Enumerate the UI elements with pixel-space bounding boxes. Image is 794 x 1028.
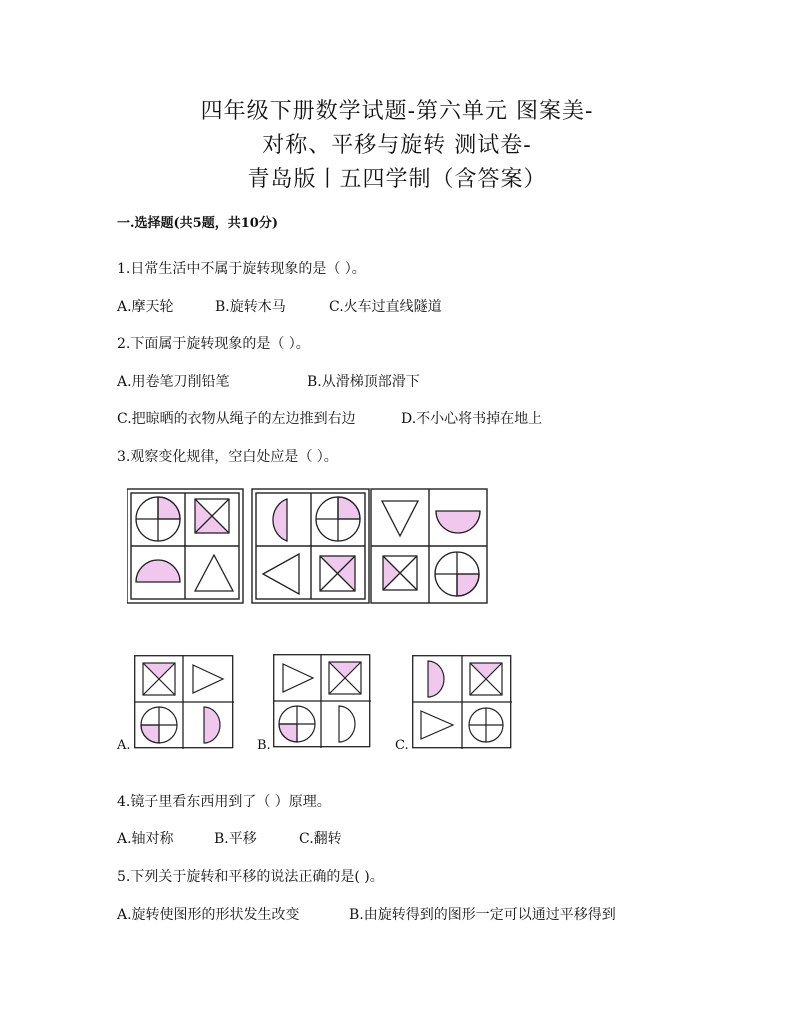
q5-option-b[interactable]: B.由旋转得到的图形一定可以通过平移得到 — [349, 907, 616, 923]
circle-cross-shape — [435, 552, 479, 596]
page-title-line-1: 四年级下册数学试题-第六单元 图案美- — [200, 99, 594, 124]
q1-option-b[interactable]: B.旋转木马 — [215, 299, 286, 315]
section-heading: 一.选择题(共5题，共10分) — [117, 216, 278, 231]
circle-cross-shape — [316, 497, 360, 541]
circle-cross-shape — [279, 706, 315, 742]
pattern-figure — [127, 486, 489, 606]
q1-option-a[interactable]: A.摩天轮 — [117, 299, 174, 315]
half-disc-shape — [436, 511, 480, 533]
question-5-options — [117, 904, 616, 924]
q2-option-b[interactable]: B.从滑梯顶部滑下 — [307, 374, 420, 390]
half-disc-shape — [428, 661, 444, 697]
q4-option-b[interactable]: B.平移 — [214, 831, 257, 847]
x-box-shape — [195, 499, 229, 533]
triangle-shape — [195, 555, 233, 591]
half-disc-shape — [339, 706, 355, 742]
q3-option-b-label[interactable]: B. — [257, 738, 271, 753]
q4-option-a[interactable]: A.轴对称 — [117, 831, 174, 847]
half-disc-shape — [273, 499, 287, 541]
triangle-shape — [382, 501, 418, 536]
triangle-shape — [193, 665, 223, 693]
page-title-line-3: 青岛版丨五四学制（含答案） — [247, 167, 547, 192]
question-4-options — [117, 828, 342, 848]
x-box-shape — [383, 556, 417, 590]
q2-option-c[interactable]: C.把晾晒的衣物从绳子的左边推到右边 — [117, 411, 356, 427]
circle-cross-shape — [141, 707, 177, 743]
q3-option-a-label[interactable]: A. — [117, 738, 131, 753]
q2-option-d[interactable]: D.不小心将书掉在地上 — [401, 411, 543, 427]
question-1-options — [117, 296, 442, 316]
q3-option-c-figure[interactable] — [412, 655, 512, 749]
triangle-shape — [421, 711, 453, 739]
q5-option-a[interactable]: A.旋转使图形的形状发生改变 — [117, 907, 300, 923]
question-4-stem: 4.镜子里看东西用到了（ ）原理。 — [117, 794, 331, 810]
q1-option-c[interactable]: C.火车过直线隧道 — [329, 299, 442, 315]
question-1-stem: 1.日常生活中不属于旋转现象的是（ ）。 — [117, 261, 366, 277]
triangle-shape — [263, 554, 299, 594]
half-disc-shape — [136, 560, 180, 582]
q3-option-c-label[interactable]: C. — [395, 738, 409, 753]
page-title-line-2: 对称、平移与旋转 测试卷- — [262, 133, 532, 158]
question-2-options-row1 — [117, 371, 420, 391]
x-box-shape — [470, 663, 502, 695]
question-5-stem: 5.下列关于旋转和平移的说法正确的是( )。 — [117, 869, 384, 885]
q3-option-a-figure[interactable] — [134, 655, 234, 749]
circle-cross-shape — [469, 708, 503, 742]
question-2-stem: 2.下面属于旋转现象的是（ ）。 — [117, 336, 310, 352]
triangle-shape — [283, 664, 313, 692]
x-box-shape — [320, 556, 355, 591]
q2-option-a[interactable]: A.用卷笔刀削铅笔 — [117, 374, 230, 390]
q3-option-b-figure[interactable] — [273, 654, 371, 748]
circle-cross-shape — [136, 497, 180, 541]
half-disc-shape — [204, 707, 220, 743]
q4-option-c[interactable]: C.翻转 — [299, 831, 342, 847]
x-box-shape — [329, 662, 361, 694]
question-2-options-row2 — [117, 408, 542, 428]
question-3-stem: 3.观察变化规律，空白处应是（ ）。 — [117, 449, 338, 465]
x-box-shape — [143, 663, 175, 695]
